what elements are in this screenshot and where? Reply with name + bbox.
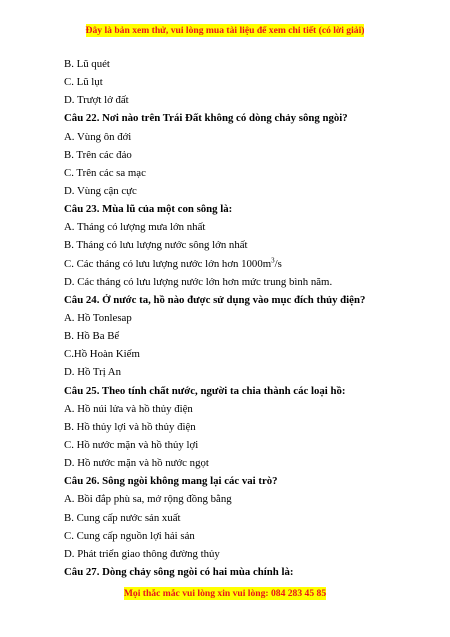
- preview-notice-banner: [0, 25, 450, 36]
- answer-option: [64, 73, 404, 91]
- answer-option: [64, 454, 404, 472]
- answer-option: [64, 255, 404, 273]
- option-text: D. Phát triển giao thông đường thủy: [64, 547, 220, 560]
- option-text: A. Vùng ôn đới: [64, 130, 132, 143]
- answer-option: [64, 509, 404, 527]
- question-text: Câu 24. Ở nước ta, hồ nào được sử dụng vào mục đích thủy điện?: [64, 293, 366, 306]
- answer-option: [64, 218, 404, 236]
- answer-option: [64, 309, 404, 327]
- question-text: Câu 23. Mùa lũ của một con sông là:: [64, 203, 233, 216]
- answer-option: [64, 345, 404, 363]
- option-text: A. Tháng có lượng mưa lớn nhất: [64, 221, 206, 234]
- option-text: B. Hồ Ba Bể: [64, 330, 120, 343]
- option-text: D. Các tháng có lưu lượng nước lớn hơn mức trung bình năm.: [64, 275, 333, 288]
- option-text: C. Trên các sa mạc: [64, 166, 146, 179]
- question-heading: [64, 200, 404, 218]
- question-text: Câu 27. Dòng chảy sông ngòi có hai mùa chính là:: [64, 565, 294, 578]
- option-text: D. Vùng cận cực: [64, 184, 137, 197]
- option-text: D. Trượt lở đất: [64, 94, 129, 107]
- question-text: Câu 22. Nơi nào trên Trái Đất không có dòng chảy sông ngòi?: [64, 112, 348, 125]
- answer-option: [64, 400, 404, 418]
- answer-option: [64, 436, 404, 454]
- option-text: B. Tháng có lưu lượng nước sông lớn nhất: [64, 239, 248, 252]
- option-text: A. Hồ núi lửa và hồ thủy điện: [64, 402, 193, 415]
- answer-option: [64, 55, 404, 73]
- preview-notice-text: Đây là bản xem thử, vui lòng mua tài liệu để xem chi tiết (có lời giải): [85, 25, 365, 36]
- option-text: D. Hồ nước mặn và hồ nước ngọt: [64, 457, 209, 470]
- answer-option: [64, 418, 404, 436]
- answer-option: [64, 164, 404, 182]
- option-text: A. Hồ Tonlesap: [64, 311, 132, 324]
- option-text: C. Lũ lụt: [64, 76, 103, 89]
- answer-option: [64, 128, 404, 146]
- question-heading: [64, 382, 404, 400]
- option-text: C. Cung cấp nguồn lợi hải sản: [64, 529, 195, 542]
- answer-option: [64, 545, 404, 563]
- option-text: B. Cung cấp nước sản xuất: [64, 511, 181, 524]
- option-text: C. Hồ nước mặn và hồ thủy lợi: [64, 438, 199, 451]
- contact-notice-text: Mọi thắc mắc vui lòng xin vui lòng: 084 283 45 85: [123, 588, 327, 599]
- option-text: A. Bồi đắp phù sa, mở rộng đồng bằng: [64, 493, 232, 506]
- answer-option: [64, 490, 404, 508]
- option-text: B. Lũ quét: [64, 58, 110, 70]
- answer-option: [64, 91, 404, 109]
- option-text: B. Hồ thủy lợi và hồ thủy điện: [64, 420, 196, 433]
- answer-option: [64, 327, 404, 345]
- answer-option: [64, 527, 404, 545]
- option-text: C. Các tháng có lưu lượng nước lớn hơn 1000m: [64, 257, 272, 270]
- answer-option: [64, 146, 404, 164]
- answer-option: [64, 182, 404, 200]
- option-text: D. Hồ Trị An: [64, 366, 122, 379]
- answer-option: [64, 236, 404, 254]
- answer-option: [64, 273, 404, 291]
- answer-option: [64, 363, 404, 381]
- option-text: B. Trên các đảo: [64, 148, 132, 161]
- option-text: C.Hồ Hoàn Kiếm: [64, 348, 140, 361]
- superscript: 3: [271, 255, 275, 264]
- question-heading: [64, 472, 404, 490]
- question-heading: [64, 291, 404, 309]
- question-heading: [64, 109, 404, 127]
- contact-notice-banner: [0, 588, 450, 599]
- unit-suffix: /s: [274, 257, 282, 270]
- question-heading: [64, 563, 404, 581]
- document-body: [64, 55, 404, 581]
- question-text: Câu 26. Sông ngòi không mang lại các vai trò?: [64, 475, 278, 488]
- question-text: Câu 25. Theo tính chất nước, người ta chia thành các loại hồ:: [64, 384, 346, 397]
